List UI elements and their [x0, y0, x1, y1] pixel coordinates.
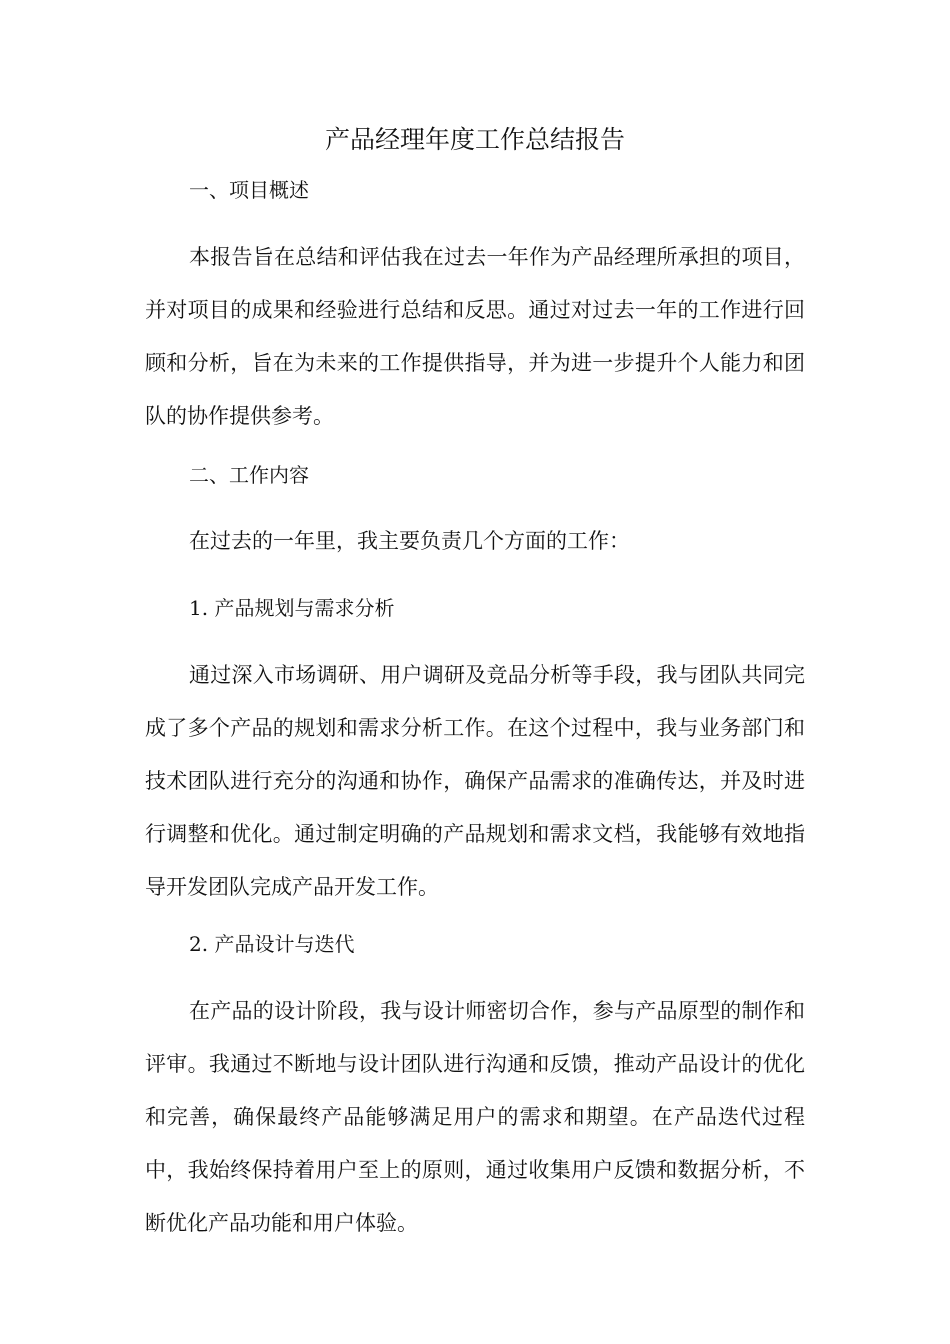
- section-heading-overview: 一、项目概述: [189, 178, 309, 202]
- section-heading-work-content: 二、工作内容: [189, 463, 309, 487]
- subsection-heading-planning: 1. 产品规划与需求分析: [189, 596, 395, 620]
- paragraph-work-intro: 在过去的一年里，我主要负责几个方面的工作：: [189, 529, 630, 553]
- paragraph-design: 在产品的设计阶段，我与设计师密切合作，参与产品原型的制作和评审。我通过不断地与设计团队进行沟通和反馈，推动产品设计的优化和完善，确保最终产品能够满足用户的需求和期望。在产品迭代过程中，我始终保持着用户至上的原则，通过收集用户反馈和数据分析，不断优化产品功能和用户体验。: [145, 999, 805, 1235]
- paragraph-planning: 通过深入市场调研、用户调研及竞品分析等手段，我与团队共同完成了多个产品的规划和需求分析工作。在这个过程中，我与业务部门和技术团队进行充分的沟通和协作，确保产品需求的准确传达，并及时进行调整和优化。通过制定明确的产品规划和需求文档，我能够有效地指导开发团队完成产品开发工作。: [145, 663, 805, 899]
- paragraph-overview: 本报告旨在总结和评估我在过去一年作为产品经理所承担的项目，并对项目的成果和经验进行总结和反思。通过对过去一年的工作进行回顾和分析，旨在为未来的工作提供指导，并为进一步提升个人能力和团队的协作提供参考。: [145, 245, 805, 428]
- document-title: 产品经理年度工作总结报告: [324, 125, 625, 154]
- subsection-heading-design: 2. 产品设计与迭代: [189, 932, 355, 956]
